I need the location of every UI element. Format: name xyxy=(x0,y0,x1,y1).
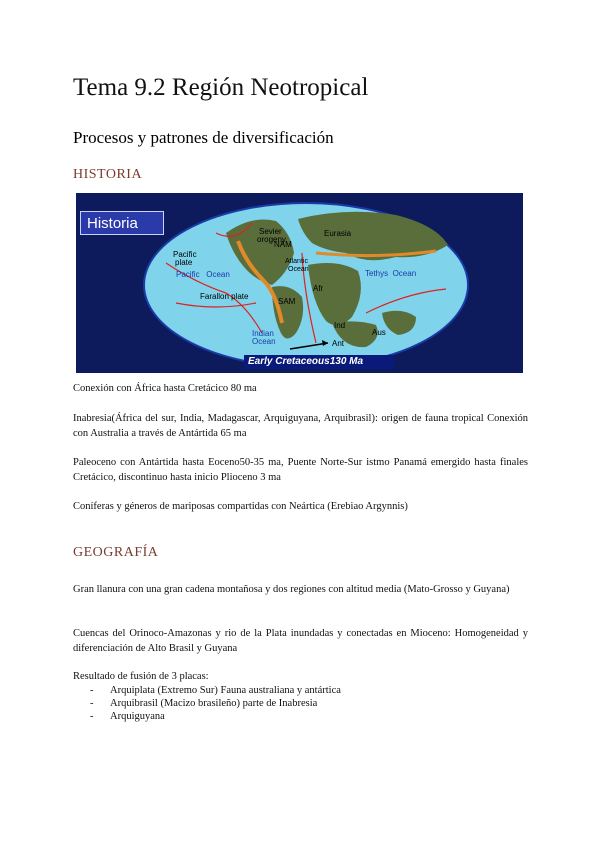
map-label-aus: Aus xyxy=(372,328,386,337)
map-label-ind: Ind xyxy=(334,321,346,330)
map-label-afr: Afr xyxy=(313,284,324,293)
plates-list xyxy=(73,684,341,723)
paleogeographic-map xyxy=(76,193,523,373)
geography-paragraph-2: Cuencas del Orinoco-Amazonas y rio de la Plata inundadas y conectadas en Mioceno: Homogeneidad y diferenciación de Alto Brasil y Guyana xyxy=(73,628,528,654)
list-item: - Arquiplata (Extremo Sur) Fauna australiana y antártica xyxy=(73,684,341,697)
map-label-sam: SAM xyxy=(278,297,296,306)
geography-paragraph-3: Resultado de fusión de 3 placas: xyxy=(73,671,209,682)
map-tag xyxy=(80,211,164,235)
map-tag-label: Historia xyxy=(87,215,138,232)
map-label-atlantic-2: Ocean xyxy=(288,266,309,273)
page-title: Tema 9.2 Región Neotropical xyxy=(73,74,369,101)
history-paragraph-2: Inabresia(África del sur, India, Madagascar, Arquiguyana, Arquibrasil): origen de fauna tropical Conexión con Australia a través de Antártida 65 ma xyxy=(73,413,528,439)
section-heading-geografia: GEOGRAFÍA xyxy=(73,545,159,560)
history-paragraph-3: Paleoceno con Antártida hasta Eoceno50-35 ma, Puente Norte-Sur istmo Panamá emergido hasta finales Cretácico, discontinuo hasta inicio Plioceno 3 ma xyxy=(73,457,528,483)
list-item: - Arquibrasil (Macizo brasileño) parte de Inabresia xyxy=(73,697,341,710)
page-subtitle: Procesos y patrones de diversificación xyxy=(73,128,334,147)
geography-paragraph-1: Gran llanura con una gran cadena montañosa y dos regiones con altitud media (Mato-Grosso y Guyana) xyxy=(73,584,510,595)
map-label-pacific-ocean: Pacific Ocean xyxy=(176,270,230,279)
map-label-orogeny: orogeny xyxy=(257,235,286,244)
section-heading-historia: HISTORIA xyxy=(73,167,143,182)
map-label-nam: NAM xyxy=(274,240,292,249)
map-label-indian-2: Ocean xyxy=(252,337,276,346)
map-caption: Early Cretaceous130 Ma xyxy=(248,356,364,367)
map-label-farallon: Farallon plate xyxy=(200,292,249,301)
history-paragraph-1: Conexión con África hasta Cretácico 80 ma xyxy=(73,383,257,394)
map-label-atlantic-1: Atlantic xyxy=(285,258,308,265)
map-label-tethys: Tethys Ocean xyxy=(365,269,417,278)
map-label-indian-1: Indian xyxy=(252,329,274,338)
map-label-eurasia: Eurasia xyxy=(324,229,352,238)
history-paragraph-4: Coníferas y géneros de mariposas compartidas con Neártica (Erebiao Argynnis) xyxy=(73,501,408,512)
list-item: - Arquiguyana xyxy=(73,710,341,723)
map-label-pacific-plate-1: Pacific xyxy=(173,250,197,259)
map-label-sevier: Sevier xyxy=(259,227,282,236)
map-label-pacific-plate-2: plate xyxy=(175,258,193,267)
map-label-ant: Ant xyxy=(332,339,345,348)
